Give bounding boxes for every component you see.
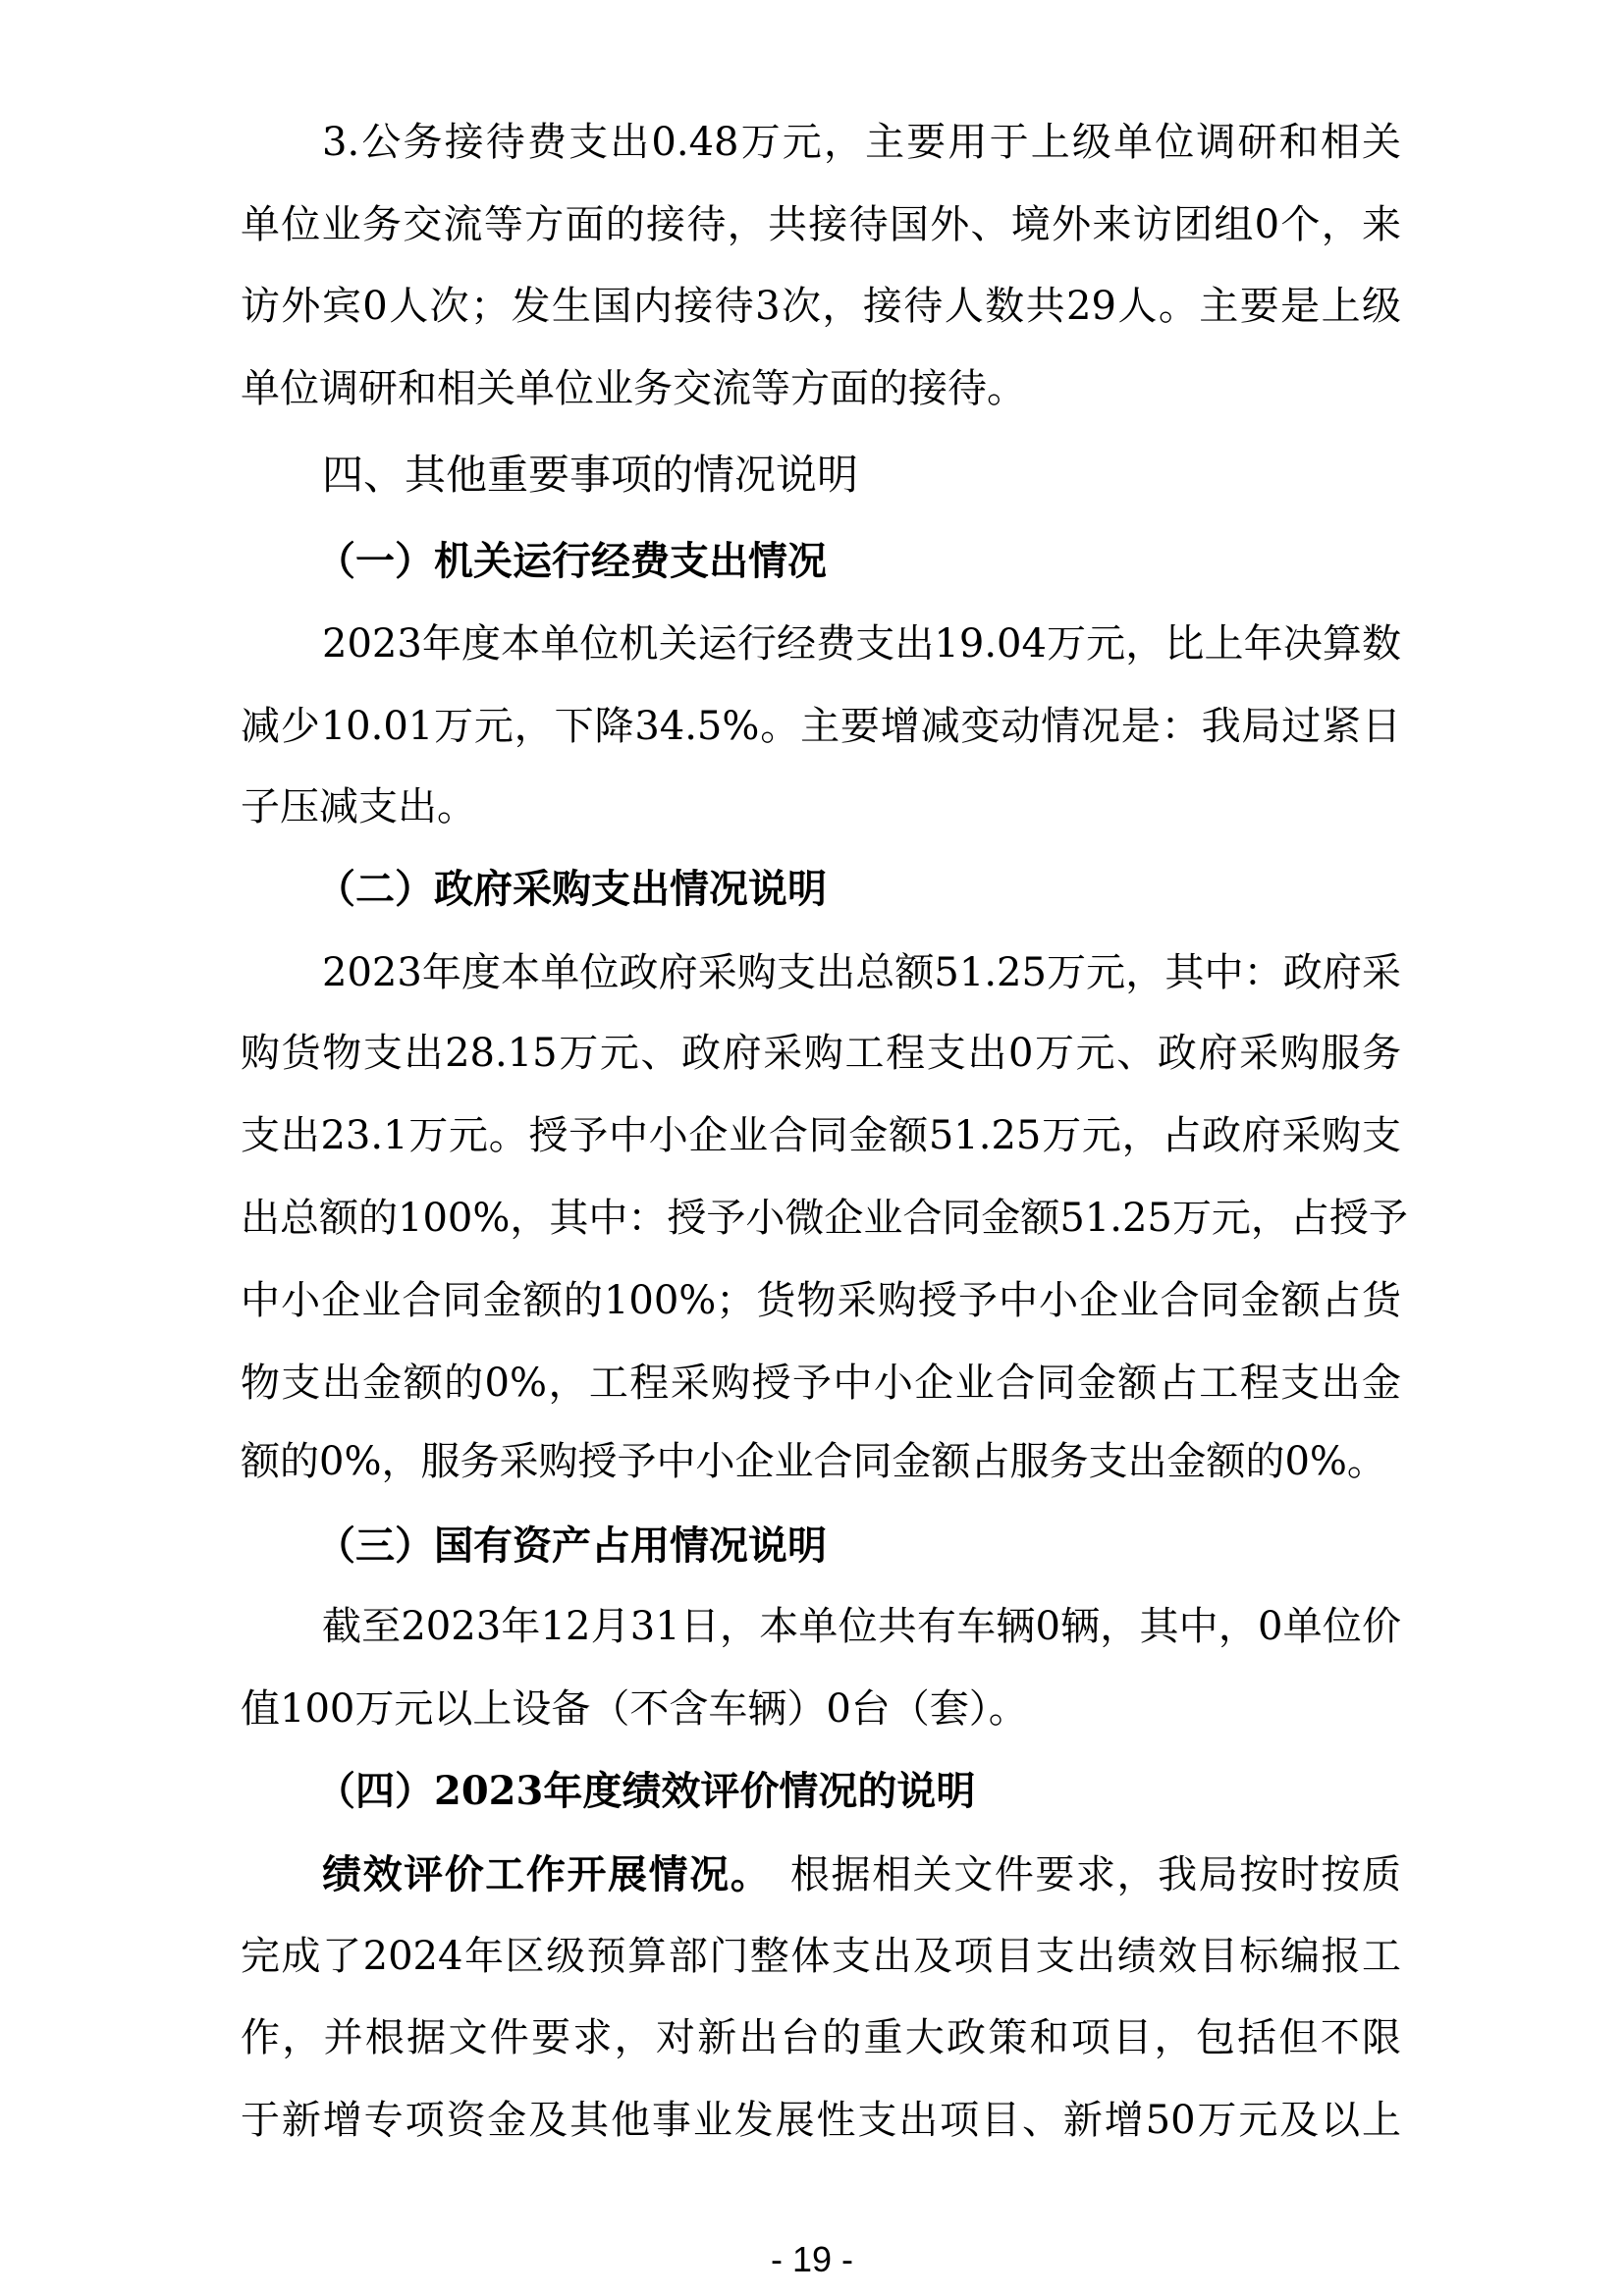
paragraph-line: 截至2023年12月31日，本单位共有车辆0辆，其中，0单位价 — [322, 1604, 1401, 1649]
paragraph-line: 中小企业合同金额的100%；货物采购授予中小企业合同金额占货 — [241, 1278, 1401, 1323]
paragraph-lead: 绩效评价工作开展情况。 — [322, 1851, 772, 1897]
paragraph-line: 额的0%，服务采购授予中小企业合同金额占服务支出金额的0%。 — [241, 1439, 1386, 1484]
paragraph-line — [322, 1845, 1401, 1904]
paragraph-line: 减少10.01万元，下降34.5%。主要增减变动情况是：我局过紧日 — [241, 704, 1401, 749]
subsection-heading: （四）2023年度绩效评价情况的说明 — [316, 1768, 976, 1814]
paragraph-line: 购货物支出28.15万元、政府采购工程支出0万元、政府采购服务 — [241, 1031, 1401, 1076]
subsection-heading: （二）政府采购支出情况说明 — [316, 866, 827, 912]
paragraph-text: 根据相关文件要求，我局按时按质 — [788, 1852, 1402, 1897]
page-number: - 19 - — [770, 2239, 854, 2279]
subsection-heading: （一）机关运行经费支出情况 — [316, 538, 827, 584]
paragraph-line: 于新增专项资金及其他事业发展性支出项目、新增50万元及以上 — [241, 2098, 1401, 2143]
paragraph-line: 物支出金额的0%，工程采购授予中小企业合同金额占工程支出金 — [241, 1361, 1401, 1406]
subsection-heading: （三）国有资产占用情况说明 — [316, 1522, 827, 1569]
paragraph-line: 2023年度本单位机关运行经费支出19.04万元，比上年决算数 — [322, 621, 1401, 667]
paragraph-line: 值100万元以上设备（不含车辆）0台（套）。 — [241, 1686, 1028, 1732]
paragraph-line: 单位业务交流等方面的接待，共接待国外、境外来访团组0个，来 — [241, 202, 1401, 247]
paragraph-line: 2023年度本单位政府采购支出总额51.25万元，其中：政府采 — [322, 950, 1401, 995]
paragraph-line: 3.公务接待费支出0.48万元，主要用于上级单位调研和相关 — [322, 120, 1401, 165]
section-heading: 四、其他重要事项的情况说明 — [322, 451, 859, 499]
paragraph-line: 作，并根据文件要求，对新出台的重大政策和项目，包括但不限 — [241, 2015, 1401, 2060]
paragraph-line: 访外宾0人次；发生国内接待3次，接待人数共29人。主要是上级 — [241, 284, 1401, 329]
paragraph-line: 单位调研和相关单位业务交流等方面的接待。 — [241, 366, 1026, 411]
paragraph-line: 完成了2024年区级预算部门整体支出及项目支出绩效目标编报工 — [241, 1934, 1401, 1979]
paragraph-line: 出总额的100%，其中：授予小微企业合同金额51.25万元，占授予 — [241, 1196, 1408, 1241]
paragraph-line: 子压减支出。 — [241, 784, 476, 829]
paragraph-line: 支出23.1万元。授予中小企业合同金额51.25万元，占政府采购支 — [241, 1113, 1401, 1158]
